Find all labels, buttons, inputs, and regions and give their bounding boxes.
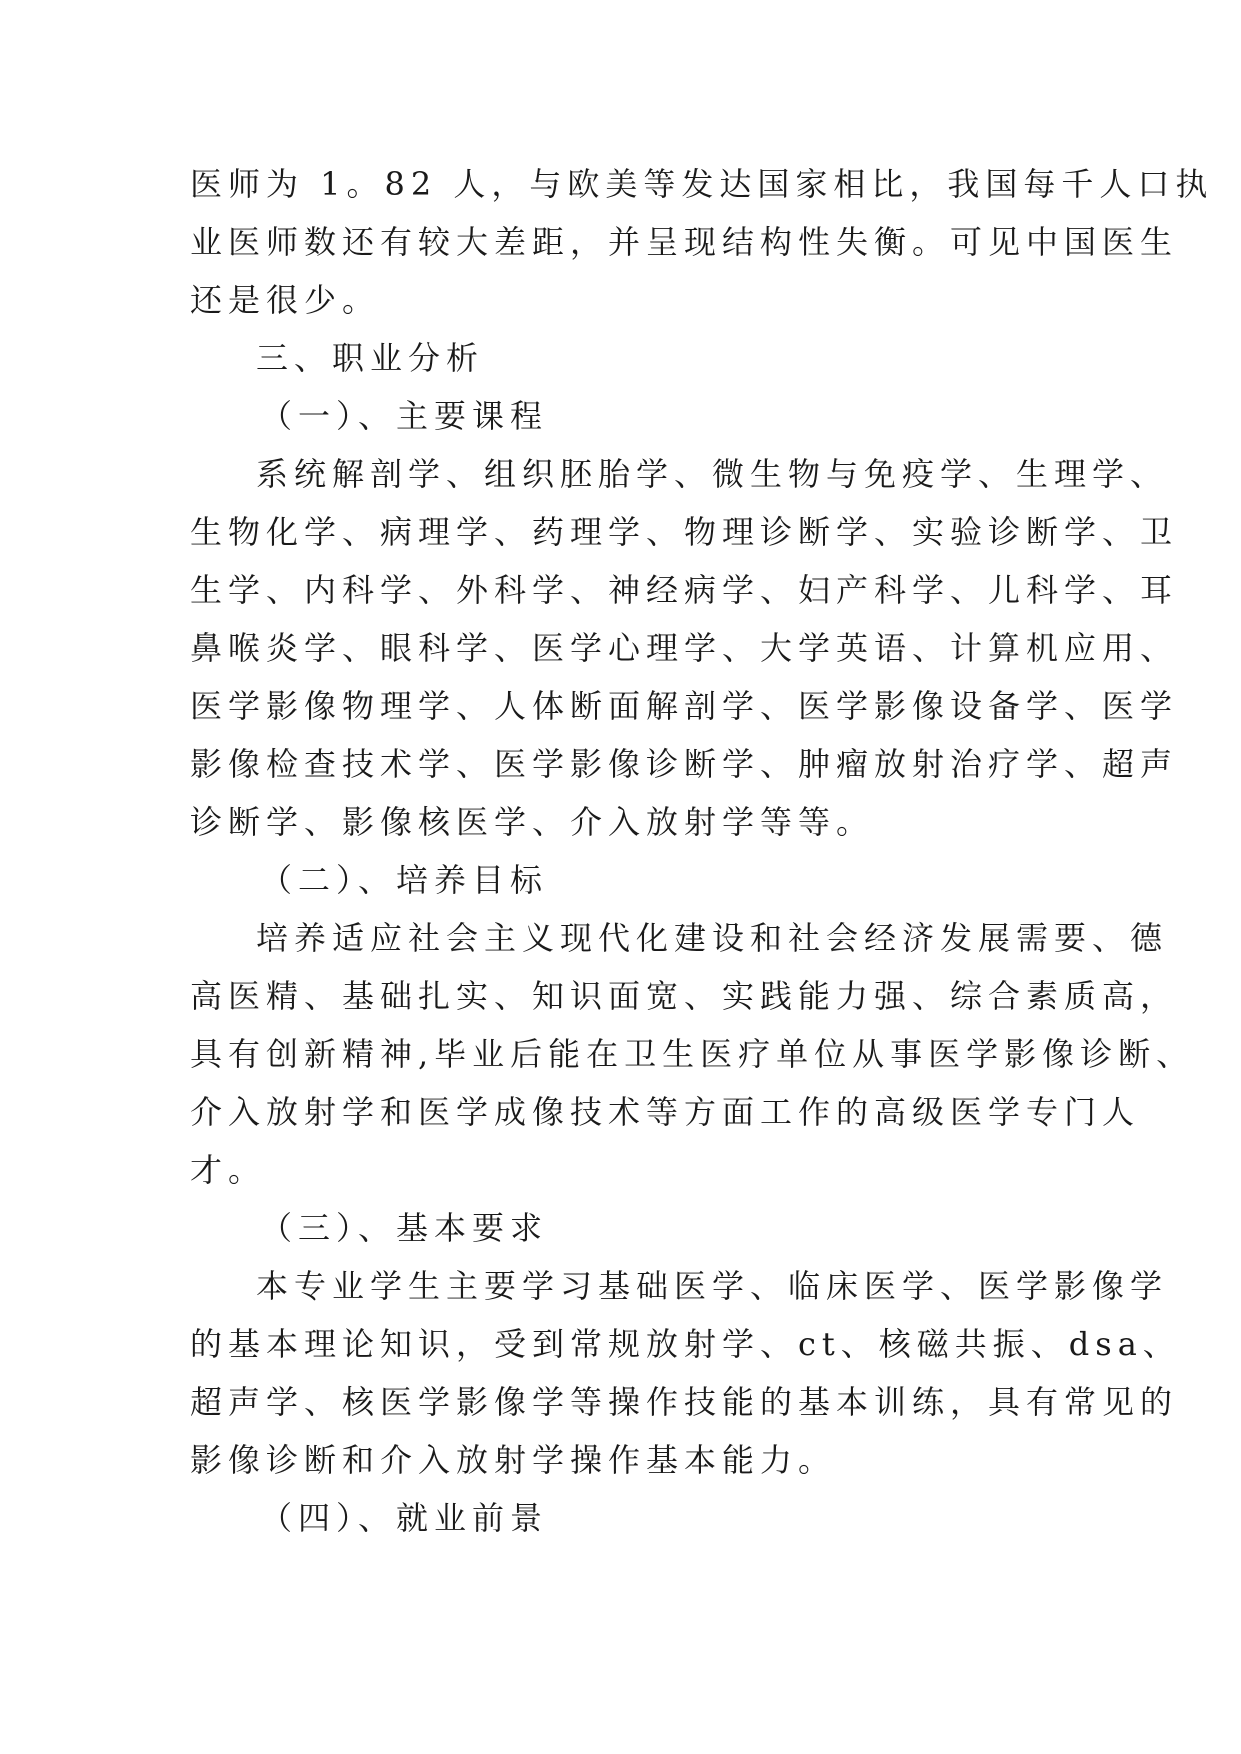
text-line: 高医精、基础扎实、知识面宽、实践能力强、综合素质高， <box>190 977 1179 1015</box>
text-line: 影像检查技术学、医学影像诊断学、肿瘤放射治疗学、超声 <box>190 745 1179 783</box>
text-line: 具有创新精神,毕业后能在卫生医疗单位从事医学影像诊断、 <box>190 1035 1195 1073</box>
subsection-heading: （二）、培养目标 <box>260 861 549 899</box>
text-line: 医师为 1。82 人，与欧美等发达国家相比，我国每千人口执 <box>190 165 1214 203</box>
document-body <box>190 155 1214 1547</box>
text-line: 生物化学、病理学、药理学、物理诊断学、实验诊断学、卫 <box>190 513 1179 551</box>
text-line: 医学影像物理学、人体断面解剖学、医学影像设备学、医学 <box>190 687 1179 725</box>
text-line: 才。 <box>190 1151 267 1189</box>
text-line: 诊断学、影像核医学、介入放射学等等。 <box>190 803 875 841</box>
text-line: 介入放射学和医学成像技术等方面工作的高级医学专门人 <box>190 1093 1141 1131</box>
text-line: 系统解剖学、组织胚胎学、微生物与免疫学、生理学、 <box>256 455 1169 493</box>
text-line: 生学、内科学、外科学、神经病学、妇产科学、儿科学、耳 <box>190 571 1179 609</box>
subsection-heading: （三）、基本要求 <box>260 1209 549 1247</box>
text-line: 本专业学生主要学习基础医学、临床医学、医学影像学 <box>256 1267 1169 1305</box>
text-line: 影像诊断和介入放射学操作基本能力。 <box>190 1441 837 1479</box>
text-line: 超声学、核医学影像学等操作技能的基本训练，具有常见的 <box>190 1383 1179 1421</box>
text-line: 培养适应社会主义现代化建设和社会经济发展需要、德 <box>256 919 1169 957</box>
subsection-heading: （一）、主要课程 <box>260 397 549 435</box>
text-line: 业医师数还有较大差距，并呈现结构性失衡。可见中国医生 <box>190 223 1179 261</box>
section-heading: 三、职业分析 <box>256 339 485 377</box>
text-line: 还是很少。 <box>190 281 381 319</box>
text-line: 鼻喉炎学、眼科学、医学心理学、大学英语、计算机应用、 <box>190 629 1179 667</box>
subsection-heading: （四）、就业前景 <box>260 1499 549 1537</box>
text-line: 的基本理论知识，受到常规放射学、ct、核磁共振、dsa、 <box>190 1325 1181 1363</box>
